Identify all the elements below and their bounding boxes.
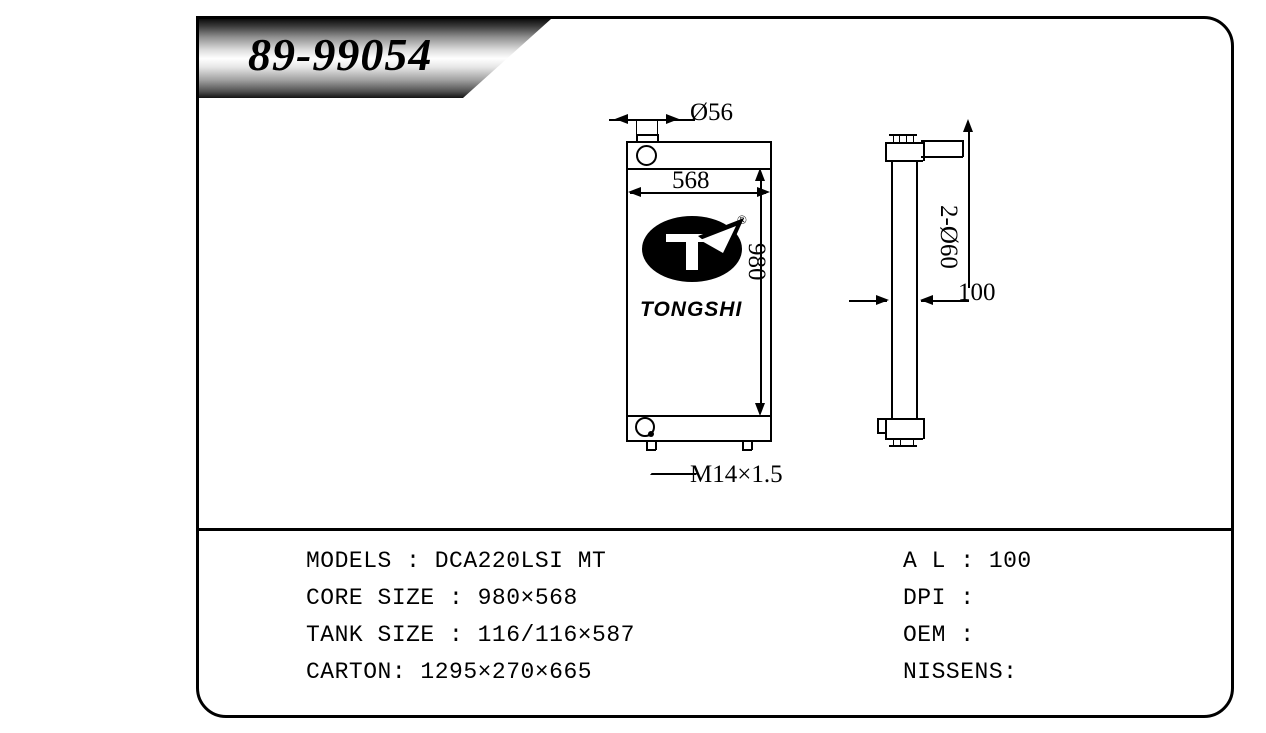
registered-mark: ® — [737, 212, 747, 227]
dim-d56-ext-right — [657, 119, 658, 135]
mount-foot-2-bottom — [742, 449, 752, 451]
part-number-label: 89-99054 — [248, 29, 433, 80]
dim-2d60-label: 2-Ø60 — [935, 205, 962, 269]
brand-logo — [640, 212, 770, 327]
front-top-tank-right-edge — [770, 141, 772, 169]
side-body-left-edge — [891, 160, 893, 418]
title-block-separator — [196, 528, 1234, 531]
front-top-tank-top-edge — [626, 141, 772, 143]
title-models-row: MODELS : DCA220LSI MT — [306, 548, 607, 574]
mount-foot-1-bottom — [646, 449, 656, 451]
dim-d56-ext-left — [636, 119, 637, 135]
dim-980-arrow-bottom — [755, 403, 765, 416]
upper-port-top-edge — [921, 140, 963, 142]
filler-neck-top — [636, 134, 658, 136]
side-top-tank-top — [885, 142, 923, 144]
dim-980-label: 980 — [743, 243, 770, 281]
title-oem-row: OEM : — [903, 622, 975, 648]
side-bottom-tank-right — [923, 418, 925, 439]
title-al-row: A L : 100 — [903, 548, 1032, 574]
dim-100-arrow-left — [876, 295, 889, 305]
upper-port-end — [962, 140, 964, 157]
front-bottom-tank-right-edge — [770, 415, 772, 441]
front-top-tank-left-edge — [626, 141, 628, 169]
title-carton-row: CARTON: 1295×270×665 — [306, 659, 593, 685]
filler-neck-left — [636, 134, 638, 142]
dim-980-arrow-top — [755, 168, 765, 181]
dim-d56-arrow-right — [666, 114, 679, 124]
dim-568-label: 568 — [672, 167, 710, 194]
title-dpi-row: DPI : — [903, 585, 975, 611]
side-top-tank-left — [885, 142, 887, 161]
drain-thread-label: M14×1.5 — [690, 461, 783, 488]
title-tank-size-row: TANK SIZE : 116/116×587 — [306, 622, 635, 648]
logo-mark-icon — [640, 212, 770, 292]
dim-100-label: 100 — [958, 279, 996, 306]
side-bottom-tank-top — [885, 418, 923, 420]
side-bottom-foot-left — [893, 438, 894, 446]
side-bottom-foot-right — [913, 438, 914, 446]
side-body-right-edge — [916, 160, 918, 418]
front-bottom-tank-left-edge — [626, 415, 628, 441]
drain-leader-dot — [648, 431, 654, 437]
side-bottom-tank-left — [885, 418, 887, 439]
core-left-edge — [626, 168, 628, 416]
dim-d56-label: Ø56 — [690, 99, 734, 126]
dim-2d60-arrow-top — [963, 119, 973, 132]
filler-cap-circle — [636, 145, 657, 166]
filler-neck-right — [657, 134, 659, 142]
dim-2d60-line — [968, 128, 970, 288]
logo-wordmark: TONGSHI — [640, 298, 743, 321]
dim-568-arrow-left — [628, 187, 641, 197]
dim-568-arrow-right — [757, 187, 770, 197]
side-top-tank-right — [923, 142, 925, 161]
side-top-tank-bottom — [885, 160, 923, 162]
dim-d56-arrow-left — [615, 114, 628, 124]
side-top-cap-left — [893, 134, 894, 142]
side-top-cap-mid2 — [906, 134, 907, 142]
dim-100-arrow-right — [920, 295, 933, 305]
title-core-size-row: CORE SIZE : 980×568 — [306, 585, 578, 611]
upper-port-bottom-edge — [921, 156, 963, 158]
side-top-cap-right — [913, 134, 914, 142]
core-right-edge — [770, 168, 772, 416]
title-nissens-row: NISSENS: — [903, 659, 1018, 685]
lower-port-end — [877, 418, 879, 433]
side-top-cap-mid1 — [899, 134, 900, 142]
side-bottom-foot-mid — [900, 438, 901, 446]
side-bottom-tank-bottom — [885, 438, 923, 440]
